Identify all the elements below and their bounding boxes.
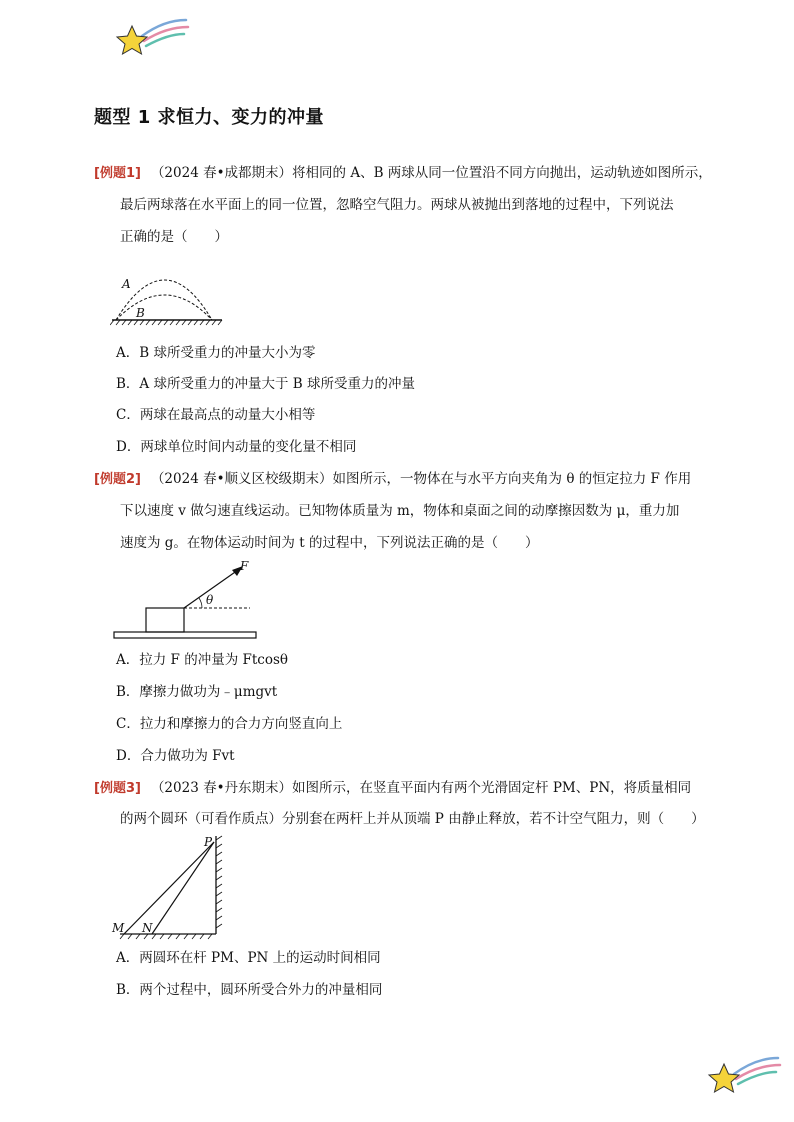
- question-1-line-1: [94, 164, 712, 183]
- question-2-option-d[interactable]: D．合力做功为 Fvt: [116, 748, 235, 764]
- question-2-text: （2024 春•顺义区校级期末）如图所示，一物体在与水平方向夹角为 θ 的恒定拉力 F 作用: [150, 471, 692, 487]
- projectile-trajectory-diagram: [110, 258, 226, 328]
- label-p: P: [204, 835, 213, 849]
- label-n: N: [142, 921, 153, 935]
- question-1-option-b[interactable]: B．A 球所受重力的冲量大于 B 球所受重力的冲量: [116, 376, 415, 392]
- shooting-star-icon: [704, 1052, 784, 1102]
- label-a: A: [122, 277, 131, 291]
- block-pulled-by-force-diagram: [110, 558, 262, 642]
- question-3-text: （2023 春•丹东期末）如图所示，在竖直平面内有两个光滑固定杆 PM、PN，将质量相同: [150, 780, 692, 796]
- question-3-option-a[interactable]: A．两圆环在杆 PM、PN 上的运动时间相同: [116, 950, 381, 966]
- question-2-line-1: [94, 470, 691, 489]
- label-f: F: [240, 559, 249, 573]
- question-3-option-b[interactable]: B．两个过程中，圆环所受合外力的冲量相同: [116, 982, 383, 998]
- question-1-tag: [例题1]: [94, 166, 141, 181]
- question-2-option-a[interactable]: A．拉力 F 的冲量为 Ftcosθ: [116, 652, 289, 668]
- label-b: B: [136, 306, 145, 320]
- label-m: M: [112, 921, 125, 935]
- question-1-text: （2024 春•成都期末）将相同的 A、B 两球从同一位置沿不同方向抛出，运动轨迹如图所示，: [150, 165, 712, 181]
- question-2-option-c[interactable]: C．拉力和摩擦力的合力方向竖直向上: [116, 716, 343, 732]
- question-1-option-a[interactable]: A．B 球所受重力的冲量大小为零: [116, 345, 316, 361]
- question-1-line-3: 正确的是（ ）: [120, 229, 228, 245]
- question-1-option-d[interactable]: D．两球单位时间内动量的变化量不相同: [116, 439, 357, 455]
- section-title: 题型 1 求恒力、变力的冲量: [94, 107, 325, 128]
- question-2-tag: [例题2]: [94, 472, 141, 487]
- question-3-tag: [例题3]: [94, 781, 141, 796]
- question-2-line-2: 下以速度 v 做匀速直线运动。已知物体质量为 m，物体和桌面之间的动摩擦因数为 μ，重力加: [120, 503, 680, 519]
- inclined-rods-diagram: [110, 830, 230, 942]
- question-3-line-1: [94, 779, 691, 798]
- question-2-line-3: 速度为 g。在物体运动时间为 t 的过程中，下列说法正确的是（ ）: [120, 535, 539, 551]
- question-1-line-2: 最后两球落在水平面上的同一位置，忽略空气阻力。两球从被抛出到落地的过程中，下列说法: [120, 197, 674, 213]
- shooting-star-icon: [112, 14, 192, 64]
- question-1-option-c[interactable]: C．两球在最高点的动量大小相等: [116, 407, 316, 423]
- label-theta: θ: [206, 593, 214, 607]
- question-2-option-b[interactable]: B．摩擦力做功为﹣μmgvt: [116, 684, 278, 700]
- question-3-line-2: 的两个圆环（可看作质点）分别套在两杆上并从顶端 P 由静止释放，若不计空气阻力，则（ ）: [120, 811, 705, 827]
